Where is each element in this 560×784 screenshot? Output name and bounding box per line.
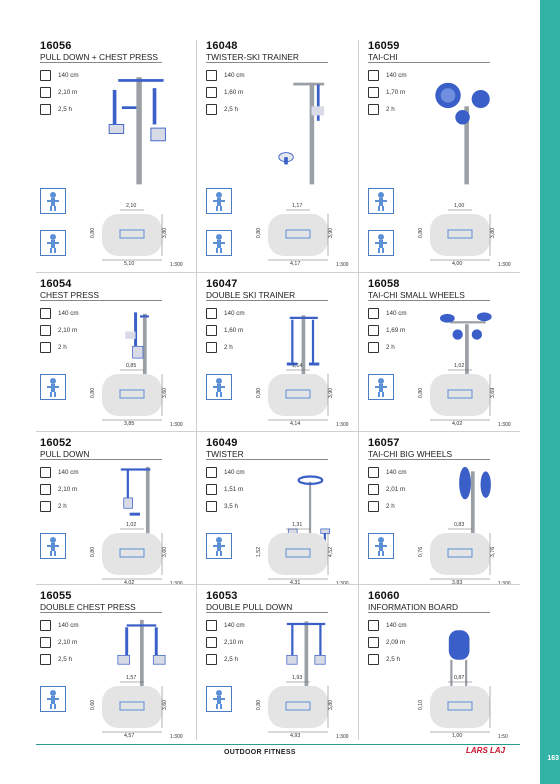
spec-height-value: 2,10 m bbox=[224, 639, 244, 646]
plan-height: 4,52 bbox=[328, 546, 335, 558]
plan-height: 3,80 bbox=[328, 699, 335, 711]
plan-scale: 1:300 bbox=[336, 422, 349, 428]
exercise-pictogram bbox=[368, 188, 394, 214]
install-time-icon bbox=[40, 104, 51, 115]
safety-area-shape bbox=[412, 364, 516, 428]
install-time-icon bbox=[206, 342, 217, 353]
row-divider bbox=[36, 584, 520, 585]
safety-area-shape bbox=[412, 523, 516, 587]
spec-time bbox=[206, 654, 266, 666]
product-name: PULL DOWN + CHEST PRESS bbox=[40, 52, 158, 62]
plan-depth: 0,80 bbox=[256, 227, 263, 239]
plan-depth: 0,80 bbox=[256, 699, 263, 711]
plan-total: 5,10 bbox=[124, 261, 135, 267]
product-card-16049 bbox=[202, 437, 354, 589]
product-code: 16048 bbox=[206, 40, 238, 52]
spec-height-value: 2,10 m bbox=[58, 639, 78, 646]
plan-width: 1,57 bbox=[126, 675, 137, 681]
accent-sidebar bbox=[540, 0, 560, 784]
plan-scale: 1:300 bbox=[170, 422, 183, 428]
spec-height bbox=[368, 87, 428, 99]
plan-depth: 0,80 bbox=[418, 387, 425, 399]
spec-height-value: 2,09 m bbox=[386, 639, 406, 646]
spec-age bbox=[368, 620, 428, 632]
age-icon bbox=[368, 70, 379, 81]
fall-height-icon bbox=[368, 325, 379, 336]
install-time-icon bbox=[368, 342, 379, 353]
plan-width: 1,14 bbox=[292, 363, 303, 369]
product-name: DOUBLE SKI TRAINER bbox=[206, 290, 296, 300]
plan-depth: 0,10 bbox=[418, 699, 425, 711]
spec-age bbox=[40, 70, 100, 82]
product-name: TAI-CHI BIG WHEELS bbox=[368, 449, 453, 459]
plan-height: 3,60 bbox=[162, 546, 169, 558]
plan-total: 3,83 bbox=[452, 580, 463, 586]
spec-age-value: 140 cm bbox=[224, 469, 245, 476]
spec-time-value: 2,5 h bbox=[58, 656, 73, 663]
safety-area-plan bbox=[250, 676, 354, 740]
title-rule bbox=[368, 459, 490, 460]
product-illustration bbox=[262, 70, 350, 188]
plan-height: 3,60 bbox=[162, 387, 169, 399]
plan-depth: 1,52 bbox=[256, 546, 263, 558]
spec-age bbox=[40, 308, 100, 320]
row-divider bbox=[36, 272, 520, 273]
spec-height-value: 2,01 m bbox=[386, 486, 406, 493]
spec-height bbox=[368, 637, 428, 649]
spec-time-value: 2,5 h bbox=[224, 656, 239, 663]
exercise-pictogram bbox=[40, 188, 66, 214]
title-rule bbox=[368, 62, 490, 63]
product-code: 16057 bbox=[368, 437, 400, 449]
plan-width: 2,10 bbox=[126, 203, 137, 209]
exercise-pictogram bbox=[206, 533, 232, 559]
spec-age bbox=[40, 467, 100, 479]
fall-height-icon bbox=[40, 484, 51, 495]
spec-time bbox=[206, 342, 266, 354]
age-icon bbox=[368, 308, 379, 319]
product-code: 16060 bbox=[368, 590, 400, 602]
spec-height-value: 1,60 m bbox=[224, 327, 244, 334]
spec-height bbox=[206, 484, 266, 496]
spec-age-value: 140 cm bbox=[58, 622, 79, 629]
plan-width: 0,87 bbox=[454, 675, 465, 681]
product-name: TAI-CHI bbox=[368, 52, 398, 62]
spec-age-value: 140 cm bbox=[386, 622, 407, 629]
spec-age bbox=[40, 620, 100, 632]
spec-age-value: 140 cm bbox=[58, 72, 79, 79]
product-card-16054 bbox=[36, 278, 188, 430]
plan-width: 1,93 bbox=[292, 675, 303, 681]
spec-height-value: 2,10 m bbox=[58, 89, 78, 96]
product-name: PULL DOWN bbox=[40, 449, 90, 459]
spec-time-value: 2,5 h bbox=[386, 656, 401, 663]
plan-scale: 1:300 bbox=[498, 581, 511, 587]
age-icon bbox=[40, 70, 51, 81]
fall-height-icon bbox=[206, 637, 217, 648]
fall-height-icon bbox=[40, 325, 51, 336]
product-card-16057 bbox=[364, 437, 516, 589]
footer-divider bbox=[36, 744, 520, 745]
safety-area-shape bbox=[250, 676, 354, 740]
spec-time bbox=[368, 654, 428, 666]
spec-height bbox=[368, 484, 428, 496]
spec-time-value: 3,5 h bbox=[224, 503, 239, 510]
fall-height-icon bbox=[40, 637, 51, 648]
exercise-pictogram bbox=[206, 374, 232, 400]
exercise-pictogram bbox=[206, 230, 232, 256]
plan-width: 0,85 bbox=[126, 363, 137, 369]
product-name: TAI-CHI SMALL WHEELS bbox=[368, 290, 465, 300]
spec-height-value: 2,10 m bbox=[58, 327, 78, 334]
product-card-16060 bbox=[364, 590, 516, 742]
age-icon bbox=[206, 308, 217, 319]
plan-total: 4,02 bbox=[452, 421, 463, 427]
product-code: 16047 bbox=[206, 278, 238, 290]
footer-title: OUTDOOR FITNESS bbox=[224, 749, 296, 756]
spec-height-value: 1,60 m bbox=[224, 89, 244, 96]
product-name: TWISTER-SKI TRAINER bbox=[206, 52, 299, 62]
plan-height: 3,90 bbox=[328, 227, 335, 239]
spec-height bbox=[40, 484, 100, 496]
safety-area-plan bbox=[84, 676, 188, 740]
spec-age-value: 140 cm bbox=[386, 310, 407, 317]
plan-depth: 0,76 bbox=[418, 546, 425, 558]
spec-age-value: 140 cm bbox=[386, 469, 407, 476]
plan-total: 3,85 bbox=[124, 421, 135, 427]
safety-area-shape bbox=[250, 204, 354, 268]
plan-width: 0,83 bbox=[454, 522, 465, 528]
plan-scale: 1:300 bbox=[498, 262, 511, 268]
page-number: 163 bbox=[547, 755, 559, 762]
plan-scale: 1:300 bbox=[336, 734, 349, 740]
spec-height bbox=[40, 87, 100, 99]
install-time-icon bbox=[368, 104, 379, 115]
product-card-16059 bbox=[364, 40, 516, 272]
fall-height-icon bbox=[206, 325, 217, 336]
spec-age bbox=[206, 70, 266, 82]
fall-height-icon bbox=[206, 484, 217, 495]
plan-height: 3,80 bbox=[162, 227, 169, 239]
product-card-16052 bbox=[36, 437, 188, 589]
product-code: 16055 bbox=[40, 590, 72, 602]
spec-time bbox=[368, 342, 428, 354]
spec-time-value: 2 h bbox=[386, 344, 395, 351]
plan-height: 3,90 bbox=[328, 387, 335, 399]
product-code: 16056 bbox=[40, 40, 72, 52]
safety-area-plan bbox=[250, 204, 354, 268]
safety-area-plan bbox=[412, 523, 516, 587]
fall-height-icon bbox=[40, 87, 51, 98]
plan-scale: 1:300 bbox=[498, 422, 511, 428]
safety-area-plan bbox=[250, 523, 354, 587]
title-rule bbox=[40, 459, 162, 460]
fall-height-icon bbox=[206, 87, 217, 98]
spec-time-value: 2 h bbox=[224, 344, 233, 351]
safety-area-plan bbox=[250, 364, 354, 428]
plan-width: 1,02 bbox=[454, 363, 465, 369]
plan-total: 4,17 bbox=[290, 261, 301, 267]
plan-scale: 1:300 bbox=[170, 262, 183, 268]
title-rule bbox=[206, 459, 328, 460]
spec-time-value: 2,5 h bbox=[58, 106, 73, 113]
plan-total: 4,00 bbox=[452, 261, 463, 267]
spec-time bbox=[40, 501, 100, 513]
plan-scale: 1:300 bbox=[336, 262, 349, 268]
product-name: CHEST PRESS bbox=[40, 290, 99, 300]
plan-width: 1,31 bbox=[292, 522, 303, 528]
fall-height-icon bbox=[368, 484, 379, 495]
exercise-pictogram bbox=[40, 230, 66, 256]
column-divider bbox=[196, 40, 197, 740]
spec-height-value: 1,69 m bbox=[386, 327, 406, 334]
plan-total: 4,14 bbox=[290, 421, 301, 427]
age-icon bbox=[368, 620, 379, 631]
safety-area-shape bbox=[412, 204, 516, 268]
safety-area-plan bbox=[84, 204, 188, 268]
product-code: 16052 bbox=[40, 437, 72, 449]
product-illustration bbox=[96, 70, 184, 188]
plan-depth: 0,80 bbox=[90, 387, 97, 399]
exercise-pictogram bbox=[206, 686, 232, 712]
plan-depth: 0,80 bbox=[418, 227, 425, 239]
title-rule bbox=[368, 300, 490, 301]
spec-age bbox=[368, 308, 428, 320]
spec-height bbox=[206, 637, 266, 649]
product-card-16056 bbox=[36, 40, 188, 272]
product-card-16047 bbox=[202, 278, 354, 430]
fall-height-icon bbox=[368, 637, 379, 648]
exercise-pictogram bbox=[40, 686, 66, 712]
product-code: 16049 bbox=[206, 437, 238, 449]
title-rule bbox=[206, 62, 328, 63]
install-time-icon bbox=[206, 501, 217, 512]
exercise-pictogram bbox=[40, 374, 66, 400]
product-name: INFORMATION BOARD bbox=[368, 602, 459, 612]
plan-total: 4,57 bbox=[124, 733, 135, 739]
spec-height-value: 1,51 m bbox=[224, 486, 244, 493]
product-name: DOUBLE PULL DOWN bbox=[206, 602, 293, 612]
age-icon bbox=[206, 620, 217, 631]
plan-width: 1,02 bbox=[126, 522, 137, 528]
spec-time bbox=[368, 501, 428, 513]
product-card-16053 bbox=[202, 590, 354, 742]
age-icon bbox=[40, 308, 51, 319]
plan-depth: 0,80 bbox=[90, 546, 97, 558]
plan-depth: 0,80 bbox=[90, 227, 97, 239]
plan-depth: 0,80 bbox=[256, 387, 263, 399]
spec-height bbox=[206, 87, 266, 99]
product-illustration bbox=[424, 70, 512, 188]
spec-time-value: 2 h bbox=[386, 503, 395, 510]
title-rule bbox=[40, 612, 162, 613]
plan-scale: 1:300 bbox=[170, 734, 183, 740]
plan-height: 3,69 bbox=[490, 387, 497, 399]
spec-age-value: 140 cm bbox=[224, 72, 245, 79]
title-rule bbox=[206, 300, 328, 301]
plan-height: 3,80 bbox=[490, 227, 497, 239]
plan-height: 3,76 bbox=[490, 546, 497, 558]
plan-scale: 1:300 bbox=[170, 581, 183, 587]
title-rule bbox=[206, 612, 328, 613]
product-code: 16054 bbox=[40, 278, 72, 290]
spec-time bbox=[40, 342, 100, 354]
age-icon bbox=[40, 467, 51, 478]
title-rule bbox=[40, 300, 162, 301]
safety-area-shape bbox=[84, 676, 188, 740]
safety-area-shape bbox=[84, 364, 188, 428]
plan-depth: 0,60 bbox=[90, 699, 97, 711]
spec-age bbox=[206, 308, 266, 320]
spec-time bbox=[40, 654, 100, 666]
safety-area-plan bbox=[412, 364, 516, 428]
safety-area-shape bbox=[250, 523, 354, 587]
age-icon bbox=[206, 70, 217, 81]
product-name: DOUBLE CHEST PRESS bbox=[40, 602, 136, 612]
install-time-icon bbox=[40, 654, 51, 665]
safety-area-shape bbox=[84, 523, 188, 587]
plan-total: 4,02 bbox=[124, 580, 135, 586]
exercise-pictogram bbox=[206, 188, 232, 214]
row-divider bbox=[36, 431, 520, 432]
plan-total: 1,00 bbox=[452, 733, 463, 739]
exercise-pictogram bbox=[368, 374, 394, 400]
safety-area-plan bbox=[84, 523, 188, 587]
spec-time bbox=[368, 104, 428, 116]
spec-age bbox=[206, 467, 266, 479]
plan-total: 4,93 bbox=[290, 733, 301, 739]
product-card-16058 bbox=[364, 278, 516, 430]
safety-area-plan bbox=[412, 676, 516, 740]
exercise-pictogram bbox=[40, 533, 66, 559]
spec-time-value: 2 h bbox=[58, 503, 67, 510]
exercise-pictogram bbox=[368, 230, 394, 256]
title-rule bbox=[40, 62, 162, 63]
spec-age bbox=[206, 620, 266, 632]
spec-age-value: 140 cm bbox=[386, 72, 407, 79]
product-code: 16058 bbox=[368, 278, 400, 290]
fall-height-icon bbox=[368, 87, 379, 98]
spec-time-value: 2 h bbox=[386, 106, 395, 113]
safety-area-plan bbox=[84, 364, 188, 428]
product-card-16048 bbox=[202, 40, 354, 272]
spec-time-value: 2,5 h bbox=[224, 106, 239, 113]
plan-height: 3,60 bbox=[162, 699, 169, 711]
age-icon bbox=[368, 467, 379, 478]
plan-scale: 1:50 bbox=[498, 734, 508, 740]
safety-area-shape bbox=[84, 204, 188, 268]
exercise-pictogram bbox=[368, 533, 394, 559]
spec-height bbox=[40, 637, 100, 649]
spec-height-value: 1,70 m bbox=[386, 89, 406, 96]
spec-age-value: 140 cm bbox=[224, 622, 245, 629]
column-divider bbox=[358, 40, 359, 740]
product-name: TWISTER bbox=[206, 449, 244, 459]
install-time-icon bbox=[368, 654, 379, 665]
spec-age-value: 140 cm bbox=[224, 310, 245, 317]
product-code: 16053 bbox=[206, 590, 238, 602]
spec-age bbox=[368, 467, 428, 479]
spec-height-value: 2,10 m bbox=[58, 486, 78, 493]
install-time-icon bbox=[206, 654, 217, 665]
install-time-icon bbox=[206, 104, 217, 115]
product-card-16055 bbox=[36, 590, 188, 742]
safety-area-plan bbox=[412, 204, 516, 268]
brand-logo: LARS LAJ bbox=[466, 746, 506, 755]
spec-height bbox=[368, 325, 428, 337]
age-icon bbox=[206, 467, 217, 478]
product-code: 16059 bbox=[368, 40, 400, 52]
spec-height bbox=[40, 325, 100, 337]
spec-age bbox=[368, 70, 428, 82]
spec-time-value: 2 h bbox=[58, 344, 67, 351]
spec-height bbox=[206, 325, 266, 337]
safety-area-shape bbox=[412, 676, 516, 740]
install-time-icon bbox=[368, 501, 379, 512]
plan-scale: 1:300 bbox=[336, 581, 349, 587]
install-time-icon bbox=[40, 342, 51, 353]
spec-time bbox=[206, 104, 266, 116]
spec-time bbox=[40, 104, 100, 116]
plan-total: 4,31 bbox=[290, 580, 301, 586]
plan-width: 1,00 bbox=[454, 203, 465, 209]
spec-age-value: 140 cm bbox=[58, 310, 79, 317]
title-rule bbox=[368, 612, 490, 613]
spec-age-value: 140 cm bbox=[58, 469, 79, 476]
age-icon bbox=[40, 620, 51, 631]
safety-area-shape bbox=[250, 364, 354, 428]
spec-time bbox=[206, 501, 266, 513]
plan-width: 1,17 bbox=[292, 203, 303, 209]
install-time-icon bbox=[40, 501, 51, 512]
